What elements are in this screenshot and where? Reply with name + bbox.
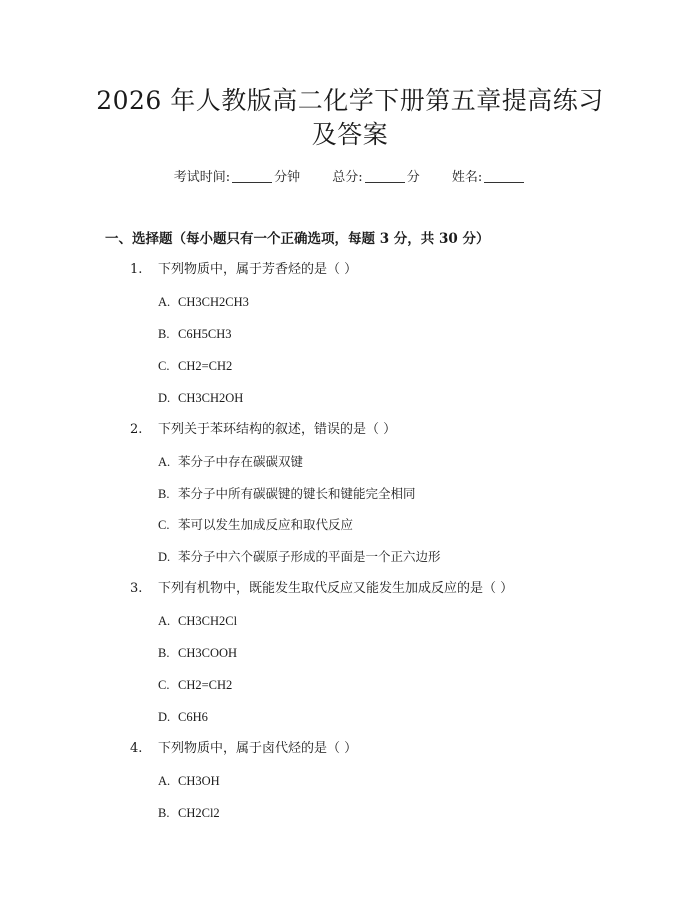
question-4-option-b xyxy=(158,804,220,822)
total-score-label: 总分: xyxy=(332,170,363,185)
question-text: 下列物质中，属于卤代烃的是（ ） xyxy=(158,741,358,756)
question-text: 下列有机物中，既能发生取代反应又能发生加成反应的是（ ） xyxy=(158,581,514,596)
question-1-option-d xyxy=(158,389,243,407)
option-letter: C. xyxy=(158,518,170,532)
option-text: CH2=CH2 xyxy=(178,359,233,373)
question-2-option-c xyxy=(158,516,353,534)
option-letter: A. xyxy=(158,455,171,469)
option-letter: A. xyxy=(158,295,171,309)
option-text: CH3CH2OH xyxy=(178,391,244,405)
total-score-field xyxy=(332,170,424,185)
option-text: 苯可以发生加成反应和取代反应 xyxy=(178,517,354,532)
option-letter: D. xyxy=(158,710,171,724)
option-text: CH3CH2CH3 xyxy=(178,295,249,309)
question-3-option-b xyxy=(158,644,237,662)
option-text: 苯分子中六个碳原子形成的平面是一个正六边形 xyxy=(178,549,441,564)
student-name-blank xyxy=(484,170,524,183)
question-3-option-c xyxy=(158,676,232,694)
option-letter: B. xyxy=(158,487,170,501)
option-letter: B. xyxy=(158,806,170,820)
exam-time-unit: 分钟 xyxy=(274,170,301,185)
option-text: 苯分子中存在碳碳双键 xyxy=(178,454,304,469)
total-score-unit: 分 xyxy=(406,170,420,185)
option-letter: C. xyxy=(158,359,170,373)
option-text: CH2=CH2 xyxy=(178,678,233,692)
option-text: 苯分子中所有碳碳键的键长和键能完全相同 xyxy=(178,486,416,501)
exam-time-blank xyxy=(232,170,272,183)
question-1-option-c xyxy=(158,357,232,375)
question-2 xyxy=(130,421,396,439)
question-4 xyxy=(130,740,357,758)
page-title-line-1: 2026 年人教版高二化学下册第五章提高练习 xyxy=(96,86,604,115)
question-text: 下列物质中，属于芳香烃的是（ ） xyxy=(158,262,358,277)
option-text: CH3OH xyxy=(178,774,220,788)
question-3-option-a xyxy=(158,612,237,630)
question-number: 2. xyxy=(130,422,143,437)
question-number: 1. xyxy=(130,262,143,277)
question-4-option-a xyxy=(158,772,220,790)
question-1-option-a xyxy=(158,293,249,311)
question-text: 下列关于苯环结构的叙述，错误的是（ ） xyxy=(158,422,397,437)
question-2-option-d xyxy=(158,548,441,566)
option-text: C6H6 xyxy=(178,710,208,724)
question-2-option-a xyxy=(158,453,303,471)
student-name-field xyxy=(452,170,526,185)
exam-time-field xyxy=(174,170,305,185)
option-text: CH3COOH xyxy=(178,646,238,660)
question-3 xyxy=(130,580,513,598)
student-name-label: 姓名: xyxy=(451,170,483,185)
question-number: 4. xyxy=(130,741,143,756)
option-letter: B. xyxy=(158,646,170,660)
section-heading-multiple-choice: 一、选择题（每小题只有一个正确选项，每题 3 分，共 30 分） xyxy=(105,231,490,247)
option-letter: A. xyxy=(158,774,171,788)
page-title-line-2: 及答案 xyxy=(311,120,389,149)
option-letter: B. xyxy=(158,327,170,341)
option-letter: C. xyxy=(158,678,170,692)
option-text: CH2Cl2 xyxy=(178,806,220,820)
exam-time-label: 考试时间: xyxy=(173,170,231,185)
option-text: CH3CH2Cl xyxy=(178,614,238,628)
option-letter: D. xyxy=(158,391,171,405)
exam-info-line xyxy=(0,169,700,187)
question-1-option-b xyxy=(158,325,231,343)
question-3-option-d xyxy=(158,708,208,726)
question-2-option-b xyxy=(158,485,416,503)
total-score-blank xyxy=(365,170,405,183)
option-letter: A. xyxy=(158,614,171,628)
option-text: C6H5CH3 xyxy=(178,327,232,341)
question-number: 3. xyxy=(130,581,143,596)
option-letter: D. xyxy=(158,550,171,564)
question-1 xyxy=(130,261,357,279)
